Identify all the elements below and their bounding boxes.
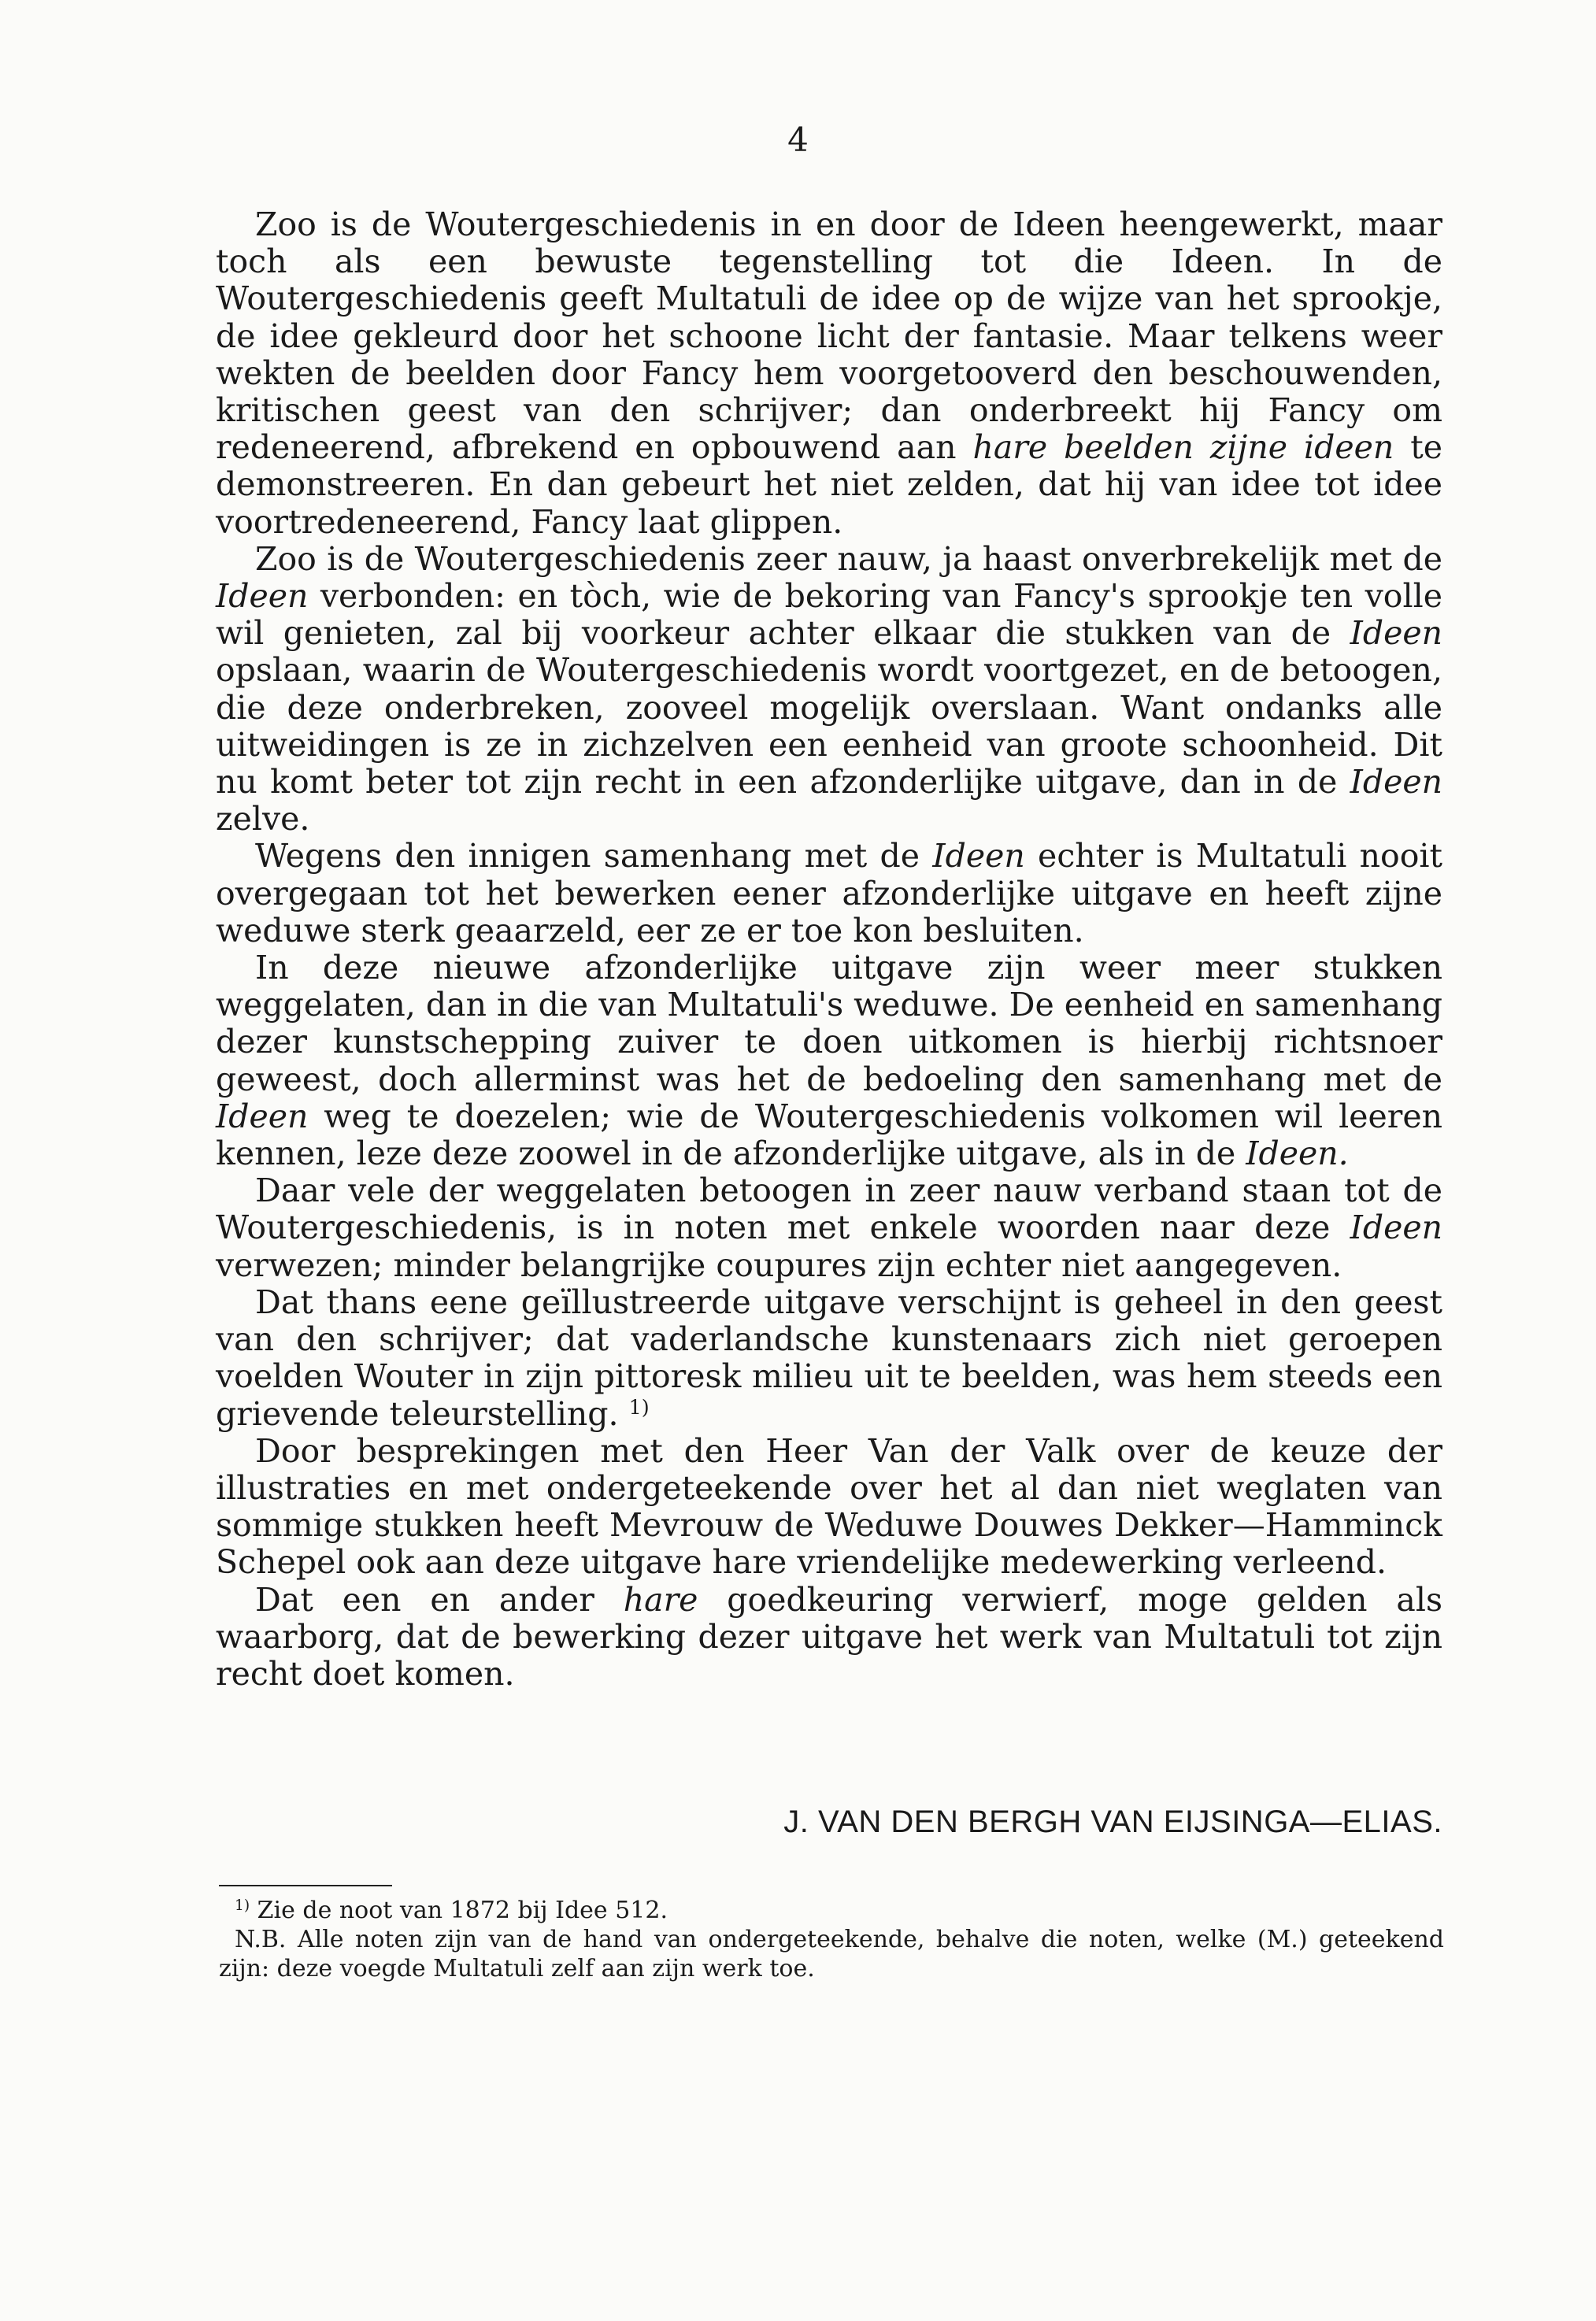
paragraph xyxy=(216,838,1442,950)
text-run: te demonstreeren. En dan gebeurt het niet zelden, dat hij van idee tot idee voortredeneerend, Fancy laat glippen. xyxy=(216,428,1442,541)
italic-text: Ideen xyxy=(932,837,1025,875)
paragraph xyxy=(216,206,1442,541)
footnote-divider xyxy=(219,1885,392,1886)
text-run: opslaan, waarin de Woutergeschiedenis wordt voortgezet, en de betoogen, die deze onderbreken, zooveel mogelijk overslaan. Want ondanks alle uitweidingen is ze in zichzelven een eenheid van groote schoonheid. Dit nu komt beter tot zijn recht in een afzonderlijke uitgave, dan in de xyxy=(216,651,1442,801)
text-run: echter is Multatuli nooit overgegaan tot het bewerken eener afzonderlijke uitgave en heeft zijne weduwe sterk geaarzeld, eer ze er toe kon besluiten. xyxy=(216,837,1442,950)
text-run: verwezen; minder belangrijke coupures zijn echter niet aangegeven. xyxy=(216,1246,1342,1284)
italic-text: hare xyxy=(623,1580,698,1619)
paragraph xyxy=(216,950,1442,1172)
paragraph xyxy=(216,1172,1442,1284)
italic-text: Ideen xyxy=(1350,614,1442,653)
text-run: zelve. xyxy=(216,800,310,838)
footnote xyxy=(219,1896,1444,1925)
signature: J. VAN DEN BERGH VAN EIJSINGA—ELIAS. xyxy=(783,1805,1442,1839)
text-run: goedkeuring verwierf, moge gelden als waarborg, dat de bewerking dezer uitgave het werk van Multatuli tot zijn recht doet komen. xyxy=(216,1580,1443,1693)
text-run: weg te doezelen; wie de Woutergeschiedenis volkomen wil leeren kennen, leze deze zoowel in de afzonderlijke uitgave, als in de xyxy=(216,1097,1442,1173)
text-run: verbonden: en tòch, wie de bekoring van Fancy's sprookje ten volle wil genieten, zal bij voorkeur achter elkaar die stukken van de xyxy=(216,577,1442,653)
text-run: Daar vele der weggelaten betoogen in zeer nauw verband staan tot de Woutergeschiedenis, is in noten met enkele woorden naar deze xyxy=(216,1172,1442,1247)
paragraph xyxy=(216,1433,1442,1582)
paragraph xyxy=(216,1284,1442,1433)
italic-text: Ideen xyxy=(1350,763,1442,801)
text-run: In deze nieuwe afzonderlijke uitgave zijn weer meer stukken weggelaten, dan in die van Multatuli's weduwe. De eenheid en samenhang dezer kunstschepping zuiver te doen uitkomen is hierbij richtsnoer geweest, doch allerminst was het de bedoeling den samenhang met de xyxy=(216,949,1442,1098)
footnote-text: N.B. Alle noten zijn van de hand van ondergeteekende, behalve die noten, welke (M.) geteekend zijn: deze voegde Multatuli zelf aan zijn werk toe. xyxy=(219,1926,1444,1982)
paragraph xyxy=(216,1582,1442,1694)
text-run: Dat een en ander xyxy=(255,1580,624,1619)
text-run: Zoo is de Woutergeschiedenis zeer nauw, ja haast onverbrekelijk met de xyxy=(255,539,1442,578)
italic-text: Ideen. xyxy=(1246,1135,1349,1173)
italic-text: Ideen xyxy=(216,1097,309,1135)
text-run: Dat thans eene geïllustreerde uitgave verschijnt is geheel in den geest van den schrijver; dat vaderlandsche kunstenaars zich niet geroepen voelden Wouter in zijn pittoresk milieu uit te beelden, was hem steeds een grievende teleurstelling. xyxy=(216,1283,1442,1433)
paragraph xyxy=(216,541,1442,838)
footnote-ref: 1) xyxy=(628,1394,650,1419)
italic-text: Ideen xyxy=(216,577,309,616)
footnote-text: Zie de noot van 1872 bij Idee 512. xyxy=(250,1897,668,1924)
text-run: Door besprekingen met den Heer Van der Valk over de keuze der illustraties en met ondergeteekende over het al dan niet weglaten van sommige stukken heeft Mevrouw de Weduwe Douwes Dekker—Hamminck Schepel ook aan deze uitgave hare vriendelijke medewerking verleend. xyxy=(216,1431,1442,1582)
page-number: 4 xyxy=(787,120,809,159)
italic-text: Ideen xyxy=(1350,1209,1442,1247)
body-text xyxy=(216,206,1442,1693)
text-run: Zoo is de Woutergeschiedenis in en door de Ideen heengewerkt, maar toch als een bewuste tegenstelling tot die Ideen. In de Woutergeschiedenis geeft Multatuli de idee op de wijze van het sprookje, de idee gekleurd door het schoone licht der fantasie. Maar telkens weer wekten de beelden door Fancy hem voorgetooverd den beschouwenden, kritischen geest van den schrijver; dan onderbreekt hij Fancy om redeneerend, afbrekend en opbouwend aan xyxy=(216,205,1442,467)
footnote-marker: 1) xyxy=(235,1897,250,1914)
italic-text: hare beelden zijne ideen xyxy=(972,428,1394,467)
footnote xyxy=(219,1925,1444,1983)
text-run: Wegens den innigen samenhang met de xyxy=(255,837,933,875)
footnotes xyxy=(219,1896,1444,1983)
